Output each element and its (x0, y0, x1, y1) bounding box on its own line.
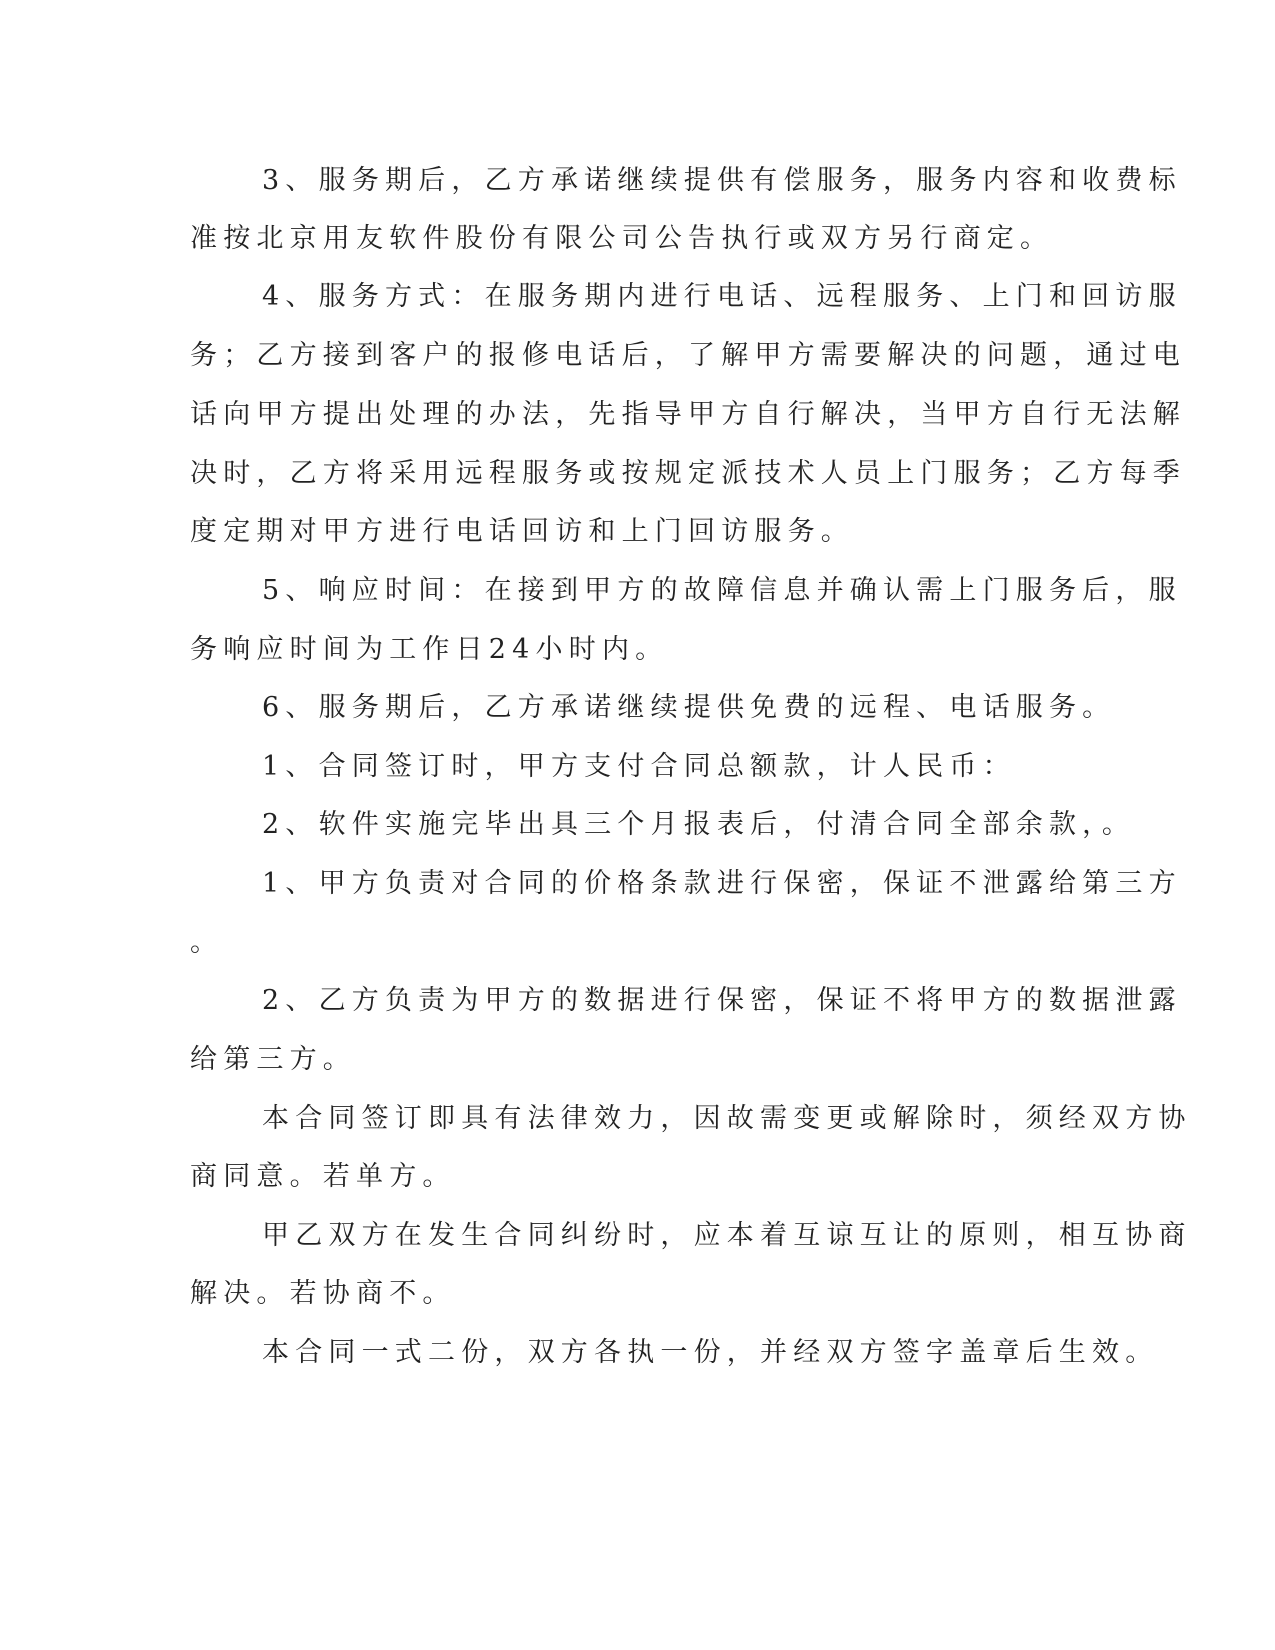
text-line: 甲乙双方在发生合同纠纷时，应本着互谅互让的原则，相互协商 (262, 1220, 1192, 1251)
text-line: 决时，乙方将采用远程服务或按规定派技术人员上门服务；乙方每季 (190, 458, 1186, 489)
text-line: 1、合同签订时，甲方支付合同总额款，计人民币： (262, 751, 1016, 782)
text-line: 6、服务期后，乙方承诺继续提供免费的远程、电话服务。 (262, 692, 1116, 723)
text-line: 本合同一式二份，双方各执一份，并经双方签字盖章后生效。 (262, 1337, 1159, 1368)
text-line: 4、服务方式：在服务期内进行电话、远程服务、上门和回访服 (262, 281, 1182, 312)
text-line: 2、软件实施完毕出具三个月报表后，付清合同全部余款，。 (262, 809, 1136, 840)
text-line: 1、甲方负责对合同的价格条款进行保密，保证不泄露给第三方 (262, 868, 1182, 899)
text-line: 本合同签订即具有法律效力，因故需变更或解除时，须经双方协 (262, 1103, 1192, 1134)
text-line: 务响应时间为工作日24小时内。 (190, 634, 669, 665)
text-line: 3、服务期后，乙方承诺继续提供有偿服务，服务内容和收费标 (262, 165, 1182, 196)
text-line: 商同意。若单方。 (190, 1161, 456, 1192)
text-line: 2、乙方负责为甲方的数据进行保密，保证不将甲方的数据泄露 (262, 985, 1182, 1016)
text-line: 务；乙方接到客户的报修电话后，了解甲方需要解决的问题，通过电 (190, 340, 1186, 371)
text-line: 解决。若协商不。 (190, 1278, 456, 1309)
text-line: 给第三方。 (190, 1044, 356, 1075)
text-line: 准按北京用友软件股份有限公司公告执行或双方另行商定。 (190, 223, 1054, 254)
text-line: 。 (190, 927, 224, 958)
text-line: 5、响应时间：在接到甲方的故障信息并确认需上门服务后，服 (262, 575, 1182, 606)
text-line: 度定期对甲方进行电话回访和上门回访服务。 (190, 516, 854, 547)
text-line: 话向甲方提出处理的办法，先指导甲方自行解决，当甲方自行无法解 (190, 399, 1186, 430)
